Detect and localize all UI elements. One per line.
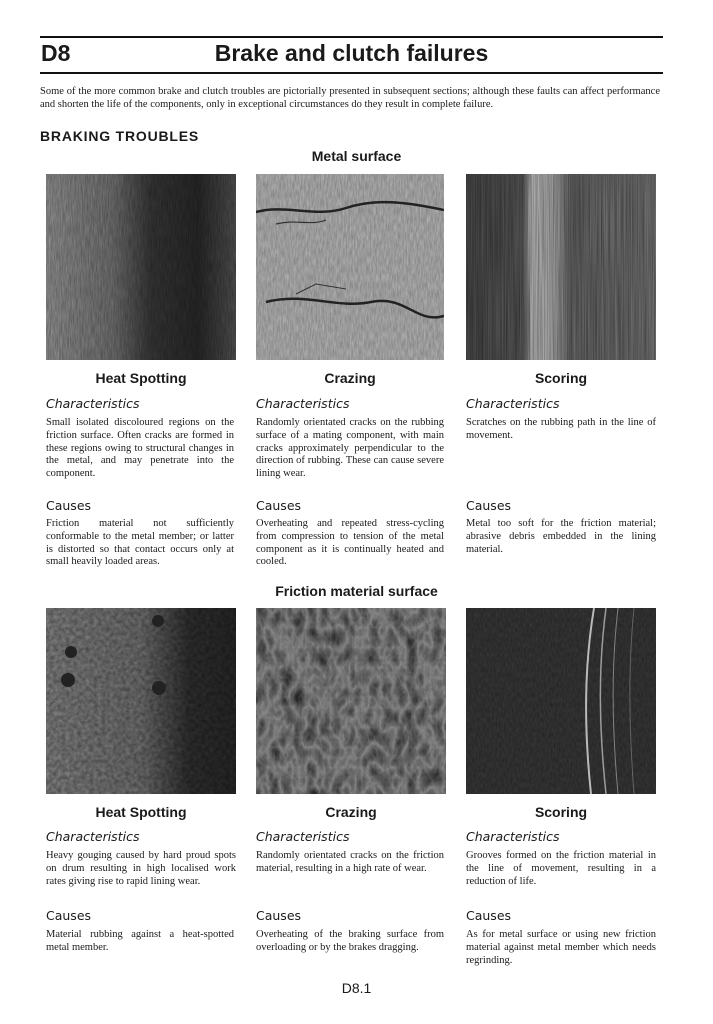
section-code: D8 [41, 40, 71, 66]
metal-crazing-cause-text: Overheating and repeated stress-cycling from compression to tension of the metal component as it is continually heated and cooled. [256, 518, 444, 568]
friction-crazing-char-label: Characteristics [256, 829, 350, 844]
metal-scoring-title: Scoring [534, 370, 588, 386]
friction-crazing-photo [256, 608, 446, 794]
metal-scoring-char-label: Characteristics [466, 396, 560, 411]
metal-scoring-char-text: Scratches on the rubbing path in the line of movement. [466, 417, 656, 441]
friction-heat-spotting-cause-text: Material rubbing against a heat-spotted metal member. [46, 929, 234, 953]
friction-heat-spotting-char-text: Heavy gouging caused by hard proud spots on drum resulting in high localised work rates giving rise to rapid lining wear. [46, 850, 236, 887]
metal-crazing-char-text: Randomly orientated cracks on the rubbing surface of a mating component, with main cracks approximately perpendicular to the direction of rubbing. These can cause severe lining wear. [256, 417, 444, 480]
metal-heat-spotting-title: Heat Spotting [95, 370, 187, 386]
friction-scoring-cause-text: As for metal surface or using new friction material against metal member which needs regrinding. [466, 929, 656, 966]
metal-crazing-photo [256, 174, 444, 360]
metal-surface-subtitle: Metal surface [311, 148, 402, 164]
friction-scoring-char-label: Characteristics [466, 829, 560, 844]
friction-crazing-cause-label: Causes [256, 908, 302, 923]
header-bottom-rule [40, 72, 663, 74]
metal-scoring-cause-text: Metal too soft for the friction material; abrasive debris embedded in the lining material. [466, 518, 656, 555]
friction-crazing-title: Crazing [325, 804, 377, 820]
metal-crazing-char-label: Characteristics [256, 396, 350, 411]
metal-scoring-cause-label: Causes [466, 498, 512, 513]
metal-heat-spotting-cause-text: Friction material not sufficiently conformable to the metal member; or latter is distorted so that contact occurs only at small heavily loaded areas. [46, 518, 234, 568]
metal-scoring-photo [466, 174, 656, 360]
metal-heat-spotting-cause-label: Causes [46, 498, 92, 513]
page-title: Brake and clutch failures [214, 40, 489, 66]
friction-scoring-char-text: Grooves formed on the friction material in the line of movement, resulting in a reduction of life. [466, 850, 656, 887]
friction-heat-spotting-cause-label: Causes [46, 908, 92, 923]
section-title: BRAKING TROUBLES [40, 128, 200, 144]
metal-heat-spotting-char-label: Characteristics [46, 396, 140, 411]
friction-surface-subtitle: Friction material surface [275, 583, 438, 599]
intro-paragraph: Some of the more common brake and clutch troubles are pictorially presented in subsequent sections; although these faults can affect performance and shorten the life of the components, only in exceptional circumstances do they result in complete failure. [40, 86, 660, 110]
friction-crazing-cause-text: Overheating of the braking surface from overloading or by the brakes dragging. [256, 929, 444, 953]
metal-heat-spotting-photo [46, 174, 236, 360]
page-number: D8.1 [341, 980, 372, 996]
header-top-rule [40, 36, 663, 38]
friction-heat-spotting-title: Heat Spotting [95, 804, 187, 820]
metal-crazing-title: Crazing [324, 370, 376, 386]
friction-heat-spotting-char-label: Characteristics [46, 829, 140, 844]
metal-crazing-cause-label: Causes [256, 498, 302, 513]
friction-scoring-cause-label: Causes [466, 908, 512, 923]
friction-heat-spotting-photo [46, 608, 236, 794]
metal-heat-spotting-char-text: Small isolated discoloured regions on the friction surface. Often cracks are formed in these regions owing to structural changes in the metal, and may penetrate into the component. [46, 417, 234, 480]
friction-scoring-photo [466, 608, 656, 794]
friction-scoring-title: Scoring [534, 804, 588, 820]
friction-crazing-char-text: Randomly orientated cracks on the friction material, resulting in a high rate of wear. [256, 850, 444, 874]
